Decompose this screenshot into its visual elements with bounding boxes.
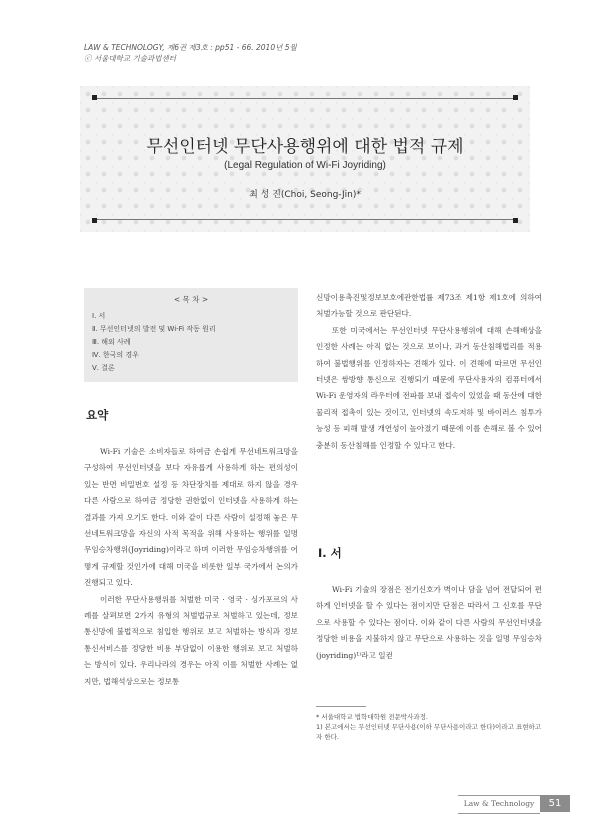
abstract-heading: 요약: [86, 408, 109, 422]
title-banner: [80, 86, 530, 232]
paper-author: 최 성 진(Choi, Seong-Jin)*: [249, 190, 361, 200]
footer-journal-label: Law & Technology: [458, 795, 540, 814]
table-of-contents: [84, 288, 298, 382]
toc-heading: < 목 차 >: [173, 295, 209, 304]
corner-square-icon: [92, 95, 97, 100]
journal-citation: LAW & TECHNOLOGY, 제6권 제3호 : pp51 - 66. 2010년 5월: [84, 43, 297, 52]
toc-item: Ⅲ. 해외 사례: [92, 338, 131, 346]
toc-item: Ⅰ. 서: [92, 312, 106, 320]
toc-item: Ⅴ. 결론: [92, 364, 115, 372]
footnote: * 서울대학교 법학대학원 전문박사과정.: [316, 713, 428, 721]
body-paragraph: 신망이용촉진및정보보호에관한법률 제73조 제1항 제1호에 의하여 처벌가능할 것으로 판단된다.: [316, 293, 542, 319]
footnote: 1) 본고에서는 무선인터넷 무단사용(이하 무단사용이라고 한다)이라고 표현하고자 한다.: [316, 723, 542, 741]
toc-item: Ⅱ. 무선인터넷의 발전 및 Wi-Fi 작동 원리: [92, 325, 216, 333]
paper-english-title: (Legal Regulation of Wi-Fi Joyriding): [224, 160, 386, 171]
publisher-line: ⓒ 서울대학교 기술과법센터: [84, 54, 176, 63]
page-number: 51: [540, 795, 570, 812]
footnote-divider: [316, 706, 366, 707]
corner-square-icon: [513, 218, 518, 223]
body-paragraph: Wi-Fi 기술의 장점은 전기신호가 벽이나 담을 넘어 전달되어 편하게 인터넷을 할 수 있다는 점이지만 단점은 따라서 그 신호를 무단으로 사용할 수 있다는 점이다. 이와 같이 다른 사람의 무선인터넷을 정당한 비용을 지불하지 않고 무단으로 사용하는 것을 일명 무임승차(joyriding)¹⁾라고 일컫: [316, 585, 542, 660]
abstract-paragraph: 이러한 무단사용행위를 처벌한 미국 · 영국 · 싱가포르의 사례를 살펴보면 2가지 유형의 처벌법규로 처벌하고 있는데, 정보통신망에 불법적으로 침입한 행위로 보고 처벌하는 방식과 정보통신서비스를 정당한 비용 부담없이 이용한 행위로 보고 처벌하는 방식이 있다. 우리나라의 경우는 아직 이를 처벌한 사례는 없지만, 법해석상으로는 정보통: [84, 594, 298, 686]
right-column-intro: [316, 582, 542, 664]
journal-header: [84, 42, 297, 64]
banner-bottom-rule: [94, 219, 516, 220]
footnotes: [316, 712, 542, 742]
corner-square-icon: [513, 95, 518, 100]
banner-top-rule: [94, 98, 516, 99]
right-column-top: [316, 290, 542, 454]
abstract-paragraph: Wi-Fi 기술은 소비자들로 하여금 손쉽게 무선네트워크망을 구성하여 무선인터넷을 보다 자유롭게 사용하게 하는 편의성이 있는 반면 비밀번호 설정 등 차단장치를 제대로 하지 않을 경우 다른 사람으로 하여금 정당한 권한없이 인터넷을 사용하게 하는 결과를 가져 오기도 한다. 이와 같이 다른 사람이 설정해 놓은 무선네트워크망을 자신의 사적 목적을 위해 사용하는 행위를 일명 무임승차행위(Joyriding)이라고 하며 이러한 무임승차행위를 어떻게 규제할 것인가에 대해 미국을 비롯한 일부 국가에서 논의가 진행되고 있다.: [84, 447, 298, 588]
corner-square-icon: [92, 218, 97, 223]
paper-title: 무선인터넷 무단사용행위에 대한 법적 규제: [146, 137, 464, 157]
left-column: [84, 444, 298, 690]
intro-heading: Ⅰ. 서: [318, 546, 342, 560]
toc-item: Ⅳ. 한국의 경우: [92, 351, 139, 359]
body-paragraph: 또한 미국에서는 무선인터넷 무단사용행위에 대해 손해배상을 인정한 사례는 아직 없는 것으로 보이나, 과거 동산침해법리를 적용하여 불법행위를 인정하자는 견해가 있다. 이 견해에 따르면 무선인터넷은 쌍방향 통신으로 진행되기 때문에 무단사용자의 컴퓨터에서 Wi-Fi 운영자의 라우터에 전파를 보내 접속이 있었을 때 동산에 대한 물리적 접촉이 있는 것이고, 인터넷의 속도저하 및 바이러스 침투가능성 등 피해 발생 개연성이 높아졌기 때문에 이를 손해로 볼 수 있어 충분히 동산침해를 인정할 수 있다고 한다.: [316, 325, 542, 450]
